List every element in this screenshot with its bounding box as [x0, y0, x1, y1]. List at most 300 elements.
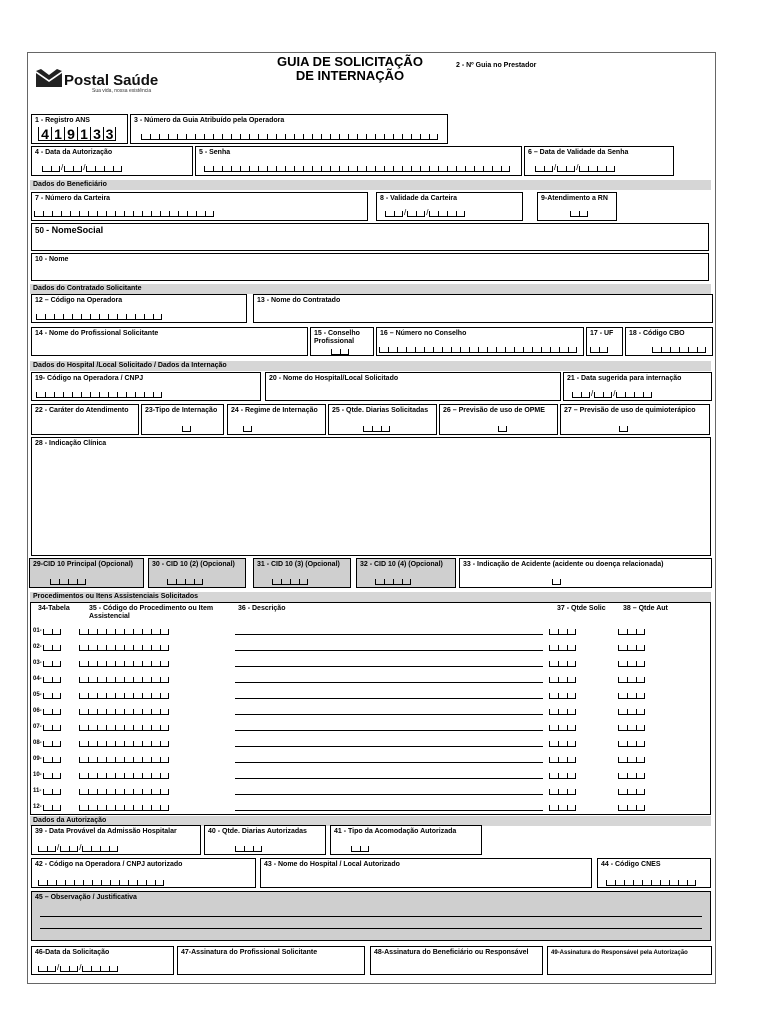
conselho-profissional-field[interactable]: [331, 346, 349, 355]
procedure-row-field[interactable]: [79, 658, 169, 667]
procedure-description-line[interactable]: [235, 746, 543, 747]
regime-internacao-field[interactable]: [243, 423, 252, 432]
digit-cell: [43, 757, 52, 763]
digit-cell: [124, 773, 133, 779]
digit-cell: [43, 661, 52, 667]
procedure-row-field[interactable]: [549, 754, 576, 763]
ass-beneficiario-box[interactable]: [370, 946, 543, 975]
procedure-row-field[interactable]: [79, 786, 169, 795]
digit-cell: [636, 741, 645, 747]
data-validade-senha-box: [524, 146, 674, 176]
date-group: [82, 846, 118, 852]
digit-cell: [196, 211, 205, 217]
procedure-row-field[interactable]: [618, 642, 645, 651]
digit-cell: [501, 166, 510, 172]
digit-cell: [474, 166, 483, 172]
codigo-operadora-cnpj-field[interactable]: [36, 389, 162, 398]
digit-cell: [133, 709, 142, 715]
digit-cell: [108, 392, 117, 398]
previsao-opme-box: [439, 404, 558, 435]
codigo-cbo-field[interactable]: [652, 344, 706, 353]
digit-cell: [384, 134, 393, 140]
digit-cell: [276, 134, 285, 140]
observacao-box[interactable]: [31, 891, 711, 941]
digit-cell: [606, 166, 615, 172]
codigo-cbo-box: [625, 327, 713, 356]
digit-cell: [142, 773, 151, 779]
date-group: [557, 166, 575, 172]
digit-cell: [213, 166, 222, 172]
digit-cell: [588, 166, 597, 172]
digit-cell: [249, 166, 258, 172]
numero-guia-operadora-box: [130, 114, 448, 144]
digit-cell: [357, 134, 366, 140]
digit-cell: [113, 166, 122, 172]
digit-cell: [182, 426, 191, 432]
procedure-row-field[interactable]: [79, 690, 169, 699]
ass-profissional-box[interactable]: [177, 946, 365, 975]
codigo-operadora-cnpj-box: [31, 372, 261, 401]
digit-cell: [106, 661, 115, 667]
senha-label: 5 - Senha: [199, 149, 231, 156]
digit-cell: [146, 880, 155, 886]
digit-cell: [142, 757, 151, 763]
procedure-description-line[interactable]: [235, 698, 543, 699]
indicacao-clinica-box[interactable]: [31, 437, 711, 556]
nome-social-text: - NomeSocial: [46, 225, 104, 235]
digit-cell: [618, 741, 627, 747]
digit-cell: [88, 741, 97, 747]
carater-atendimento-label: 22 - Caráter do Atendimento: [35, 407, 129, 414]
cid-2-label: 30 - CID 10 (2) (Opcional): [152, 561, 235, 568]
procedure-row-field[interactable]: [79, 626, 169, 635]
procedure-row-field[interactable]: [549, 658, 576, 667]
digit-cell: [82, 846, 91, 852]
date-group: [82, 966, 118, 972]
digit-cell: [660, 880, 669, 886]
digit-cell: [82, 966, 91, 972]
date-group: [572, 392, 590, 398]
codigo-operadora-aut-field[interactable]: [38, 877, 164, 886]
procedure-row-field[interactable]: [618, 706, 645, 715]
tipo-acomodacao-field[interactable]: [351, 843, 369, 852]
digit-cell: [124, 661, 133, 667]
date-group: [60, 966, 78, 972]
digit-cell: [124, 693, 133, 699]
tipo-internacao-field[interactable]: [182, 423, 191, 432]
digit-cell: [567, 709, 576, 715]
digit-cell: [79, 645, 88, 651]
procedure-description-line[interactable]: [235, 682, 543, 683]
digit-cell: [97, 661, 106, 667]
digit-cell: [88, 677, 97, 683]
digit-cell: [549, 741, 558, 747]
codigo-operadora-box: [31, 294, 247, 323]
numero-conselho-field[interactable]: [379, 344, 577, 353]
procedure-row-field[interactable]: [618, 722, 645, 731]
procedure-row-field[interactable]: [618, 626, 645, 635]
nome-profissional-label: 14 - Nome do Profissional Solicitante: [35, 330, 159, 337]
digit-cell: [126, 392, 135, 398]
procedure-row-field[interactable]: [549, 674, 576, 683]
digit-cell: [568, 347, 577, 353]
digit-cell: [124, 709, 133, 715]
procedure-row-field[interactable]: [43, 658, 61, 667]
digit-cell: [222, 134, 231, 140]
digit-cell: [151, 789, 160, 795]
previsao-opme-field[interactable]: [498, 423, 507, 432]
digit-cell: [160, 677, 169, 683]
digit-cell: [492, 166, 501, 172]
digit-cell: [532, 347, 541, 353]
digit-cell: [186, 134, 195, 140]
digit-cell: [331, 349, 340, 355]
procedure-row-number: 07-: [33, 724, 42, 730]
digit-cell: [636, 693, 645, 699]
digit-cell: [240, 134, 249, 140]
digit-cell: [88, 789, 97, 795]
procedure-description-line[interactable]: [235, 666, 543, 667]
nome-social-box[interactable]: [31, 223, 709, 251]
digit-cell: [402, 579, 411, 585]
digit-cell: [79, 741, 88, 747]
cid-2-box: [148, 558, 246, 588]
digit-cell: [567, 645, 576, 651]
digit-cell: [558, 629, 567, 635]
procedure-row-field[interactable]: [549, 690, 576, 699]
digit-cell: [469, 347, 478, 353]
digit-cell: [51, 166, 60, 172]
digit-cell: [47, 966, 56, 972]
digit-cell: [627, 773, 636, 779]
digit-cell: [393, 579, 402, 585]
previsao-quimio-label: 27 – Previsão de uso de quimioterápico: [564, 407, 696, 414]
nome-hospital-aut-box[interactable]: [260, 858, 592, 888]
registro-ans-value[interactable]: [38, 127, 116, 141]
digit-cell: [294, 166, 303, 172]
digit-cell: [433, 347, 442, 353]
digit-cell: [636, 805, 645, 811]
digit-cell: [141, 134, 150, 140]
procedure-row-field[interactable]: [43, 770, 61, 779]
digit-cell: [627, 725, 636, 731]
digit-cell: [558, 725, 567, 731]
digit-cell: [133, 211, 142, 217]
digit-cell: [135, 392, 144, 398]
digit-cell: [38, 880, 47, 886]
digit-cell: [460, 347, 469, 353]
digit-cell: [115, 789, 124, 795]
digit-cell: [115, 693, 124, 699]
digit-cell: [160, 725, 169, 731]
digit-cell: [312, 134, 321, 140]
procedure-row-field[interactable]: [43, 642, 61, 651]
digit-cell: [52, 709, 61, 715]
digit-cell: [627, 709, 636, 715]
regime-internacao-label: 24 - Regime de Internação: [231, 407, 318, 414]
atendimento-rn-field[interactable]: [570, 208, 588, 217]
ans-digit: 1: [77, 127, 90, 141]
nome-contratado-label: 13 - Nome do Contratado: [257, 297, 341, 304]
procedure-row-field[interactable]: [618, 802, 645, 811]
qtde-diarias-aut-field[interactable]: [235, 843, 262, 852]
digit-cell: [550, 347, 559, 353]
procedure-row-field[interactable]: [43, 738, 61, 747]
digit-cell: [549, 805, 558, 811]
procedure-row-field[interactable]: [618, 690, 645, 699]
cid-2-field[interactable]: [167, 576, 203, 585]
date-separator: /: [79, 843, 82, 852]
digit-cell: [160, 805, 169, 811]
digit-cell: [106, 693, 115, 699]
digit-cell: [618, 805, 627, 811]
digit-cell: [115, 709, 124, 715]
procedure-row-field[interactable]: [79, 642, 169, 651]
digit-cell: [100, 966, 109, 972]
digit-cell: [348, 134, 357, 140]
digit-cell: [411, 166, 420, 172]
digit-cell: [438, 211, 447, 217]
procedure-row-field[interactable]: [79, 706, 169, 715]
date-group: [60, 846, 78, 852]
digit-cell: [411, 134, 420, 140]
procedure-row-field[interactable]: [618, 786, 645, 795]
numero-guia-operadora-field[interactable]: [141, 131, 438, 140]
digit-cell: [124, 677, 133, 683]
procedure-row-field[interactable]: [43, 690, 61, 699]
date-group: [616, 392, 652, 398]
date-separator: /: [83, 163, 86, 172]
previsao-quimio-field[interactable]: [619, 423, 628, 432]
digit-cell: [429, 211, 438, 217]
digit-cell: [566, 166, 575, 172]
cid-3-field[interactable]: [272, 576, 308, 585]
nome-contratado-box[interactable]: [253, 294, 713, 323]
nome-hospital-box[interactable]: [265, 372, 561, 401]
digit-cell: [651, 880, 660, 886]
numero-carteira-field[interactable]: [34, 208, 214, 217]
digit-cell: [567, 789, 576, 795]
date-separator: /: [79, 963, 82, 972]
procedure-row-field[interactable]: [79, 674, 169, 683]
digit-cell: [54, 314, 63, 320]
digit-cell: [618, 677, 627, 683]
previsao-opme-label: 26 – Previsão de uso de OPME: [443, 407, 545, 414]
procedure-row-field[interactable]: [549, 706, 576, 715]
procedure-description-line[interactable]: [235, 650, 543, 651]
data-autorizacao-field[interactable]: [42, 163, 122, 172]
data-sugerida-field[interactable]: [572, 389, 652, 398]
digit-cell: [442, 347, 451, 353]
procedure-row-field[interactable]: [43, 706, 61, 715]
numero-guia-operadora-label: 3 - Número da Guia Atribuído pela Operadora: [134, 117, 285, 124]
digit-cell: [388, 347, 397, 353]
digit-cell: [117, 314, 126, 320]
digit-cell: [558, 709, 567, 715]
digit-cell: [559, 347, 568, 353]
digit-cell: [99, 392, 108, 398]
digit-cell: [124, 805, 133, 811]
digit-cell: [60, 846, 69, 852]
nome-box[interactable]: [31, 253, 709, 281]
digit-cell: [523, 347, 532, 353]
data-validade-senha-label: 6 – Data de Validade da Senha: [528, 149, 629, 156]
procedure-row-field[interactable]: [549, 722, 576, 731]
digit-cell: [151, 741, 160, 747]
procedure-row-field[interactable]: [618, 754, 645, 763]
digit-cell: [133, 693, 142, 699]
procedure-row-field[interactable]: [549, 770, 576, 779]
validade-carteira-field[interactable]: [385, 208, 465, 217]
digit-cell: [402, 134, 411, 140]
date-group: [42, 166, 60, 172]
cid-principal-field[interactable]: [50, 576, 86, 585]
uf-field[interactable]: [590, 344, 608, 353]
procedure-description-line[interactable]: [235, 794, 543, 795]
procedure-row-field[interactable]: [79, 722, 169, 731]
digit-cell: [606, 880, 615, 886]
digit-cell: [634, 392, 643, 398]
procedure-row-field[interactable]: [549, 786, 576, 795]
digit-cell: [133, 741, 142, 747]
digit-cell: [150, 134, 159, 140]
procedure-row-field[interactable]: [549, 626, 576, 635]
date-group: [429, 211, 465, 217]
procedure-description-line[interactable]: [235, 730, 543, 731]
digit-cell: [272, 579, 281, 585]
digit-cell: [618, 709, 627, 715]
nome-hospital-aut-label: 43 - Nome do Hospital / Local Autorizado: [264, 861, 400, 868]
digit-cell: [697, 347, 706, 353]
digit-cell: [303, 166, 312, 172]
digit-cell: [549, 661, 558, 667]
cid-4-field[interactable]: [375, 576, 411, 585]
procedure-row-field[interactable]: [43, 674, 61, 683]
digit-cell: [128, 880, 137, 886]
digit-cell: [567, 693, 576, 699]
digit-cell: [106, 645, 115, 651]
postal-saude-logo-icon: [35, 68, 63, 93]
digit-cell: [81, 392, 90, 398]
procedure-description-line[interactable]: [235, 714, 543, 715]
digit-cell: [213, 134, 222, 140]
data-validade-senha-field[interactable]: [535, 163, 615, 172]
codigo-operadora-field[interactable]: [36, 311, 162, 320]
digit-cell: [70, 211, 79, 217]
procedure-row-field[interactable]: [618, 738, 645, 747]
digit-cell: [285, 166, 294, 172]
cid-3-box: [253, 558, 351, 588]
procedure-description-line[interactable]: [235, 810, 543, 811]
procedure-row-field[interactable]: [549, 642, 576, 651]
date-group: [407, 211, 425, 217]
digit-cell: [63, 314, 72, 320]
digit-cell: [636, 661, 645, 667]
digit-cell: [541, 347, 550, 353]
procedure-row-number: 09-: [33, 756, 42, 762]
procedure-row-field[interactable]: [43, 802, 61, 811]
nome-profissional-box[interactable]: [31, 327, 308, 356]
procedure-row-field[interactable]: [618, 770, 645, 779]
digit-cell: [160, 211, 169, 217]
digit-cell: [52, 805, 61, 811]
procedure-row-field[interactable]: [549, 802, 576, 811]
procedure-row-field[interactable]: [43, 754, 61, 763]
procedure-row-field[interactable]: [79, 802, 169, 811]
data-solicitacao-field[interactable]: [38, 963, 118, 972]
digit-cell: [88, 773, 97, 779]
digit-cell: [619, 426, 628, 432]
digit-cell: [106, 211, 115, 217]
digit-cell: [56, 880, 65, 886]
digit-cell: [567, 741, 576, 747]
procedure-row-field[interactable]: [43, 722, 61, 731]
logo-name: Postal Saúde: [64, 72, 159, 89]
date-separator: /: [57, 843, 60, 852]
data-solicitacao-label: 46-Data da Solicitação: [35, 949, 110, 956]
digit-cell: [79, 805, 88, 811]
page-title: [260, 55, 440, 83]
digit-cell: [160, 693, 169, 699]
digit-cell: [43, 725, 52, 731]
digit-cell: [142, 645, 151, 651]
procedure-row-field[interactable]: [618, 658, 645, 667]
senha-field[interactable]: [204, 163, 510, 172]
digit-cell: [169, 211, 178, 217]
digit-cell: [160, 773, 169, 779]
digit-cell: [456, 166, 465, 172]
digit-cell: [151, 805, 160, 811]
procedure-row-field[interactable]: [618, 674, 645, 683]
section-beneficiario: Dados do Beneficiário: [30, 180, 711, 190]
procedure-description-line[interactable]: [235, 762, 543, 763]
procedure-description-line[interactable]: [235, 634, 543, 635]
procedure-row-field[interactable]: [43, 626, 61, 635]
digit-cell: [43, 677, 52, 683]
digit-cell: [153, 392, 162, 398]
digit-cell: [38, 966, 47, 972]
digit-cell: [59, 579, 68, 585]
digit-cell: [618, 629, 627, 635]
digit-cell: [678, 880, 687, 886]
procedure-row-field[interactable]: [79, 754, 169, 763]
procedure-row-field[interactable]: [79, 770, 169, 779]
procedure-row-field[interactable]: [43, 786, 61, 795]
procedure-description-line[interactable]: [235, 778, 543, 779]
digit-cell: [557, 166, 566, 172]
digit-cell: [505, 347, 514, 353]
digit-cell: [43, 709, 52, 715]
date-group: [38, 846, 56, 852]
digit-cell: [205, 211, 214, 217]
codigo-cnes-field[interactable]: [606, 877, 696, 886]
digit-cell: [558, 645, 567, 651]
procedure-row-field[interactable]: [549, 738, 576, 747]
digit-cell: [63, 392, 72, 398]
data-admissao-field[interactable]: [38, 843, 118, 852]
qtde-diarias-field[interactable]: [363, 423, 390, 432]
digit-cell: [618, 757, 627, 763]
ass-responsavel-box[interactable]: [547, 946, 712, 975]
digit-cell: [52, 693, 61, 699]
digit-cell: [97, 805, 106, 811]
digit-cell: [567, 805, 576, 811]
digit-cell: [106, 757, 115, 763]
date-separator: /: [57, 963, 60, 972]
indicacao-acidente-field[interactable]: [552, 576, 561, 585]
procedure-row-field[interactable]: [79, 738, 169, 747]
digit-cell: [97, 725, 106, 731]
